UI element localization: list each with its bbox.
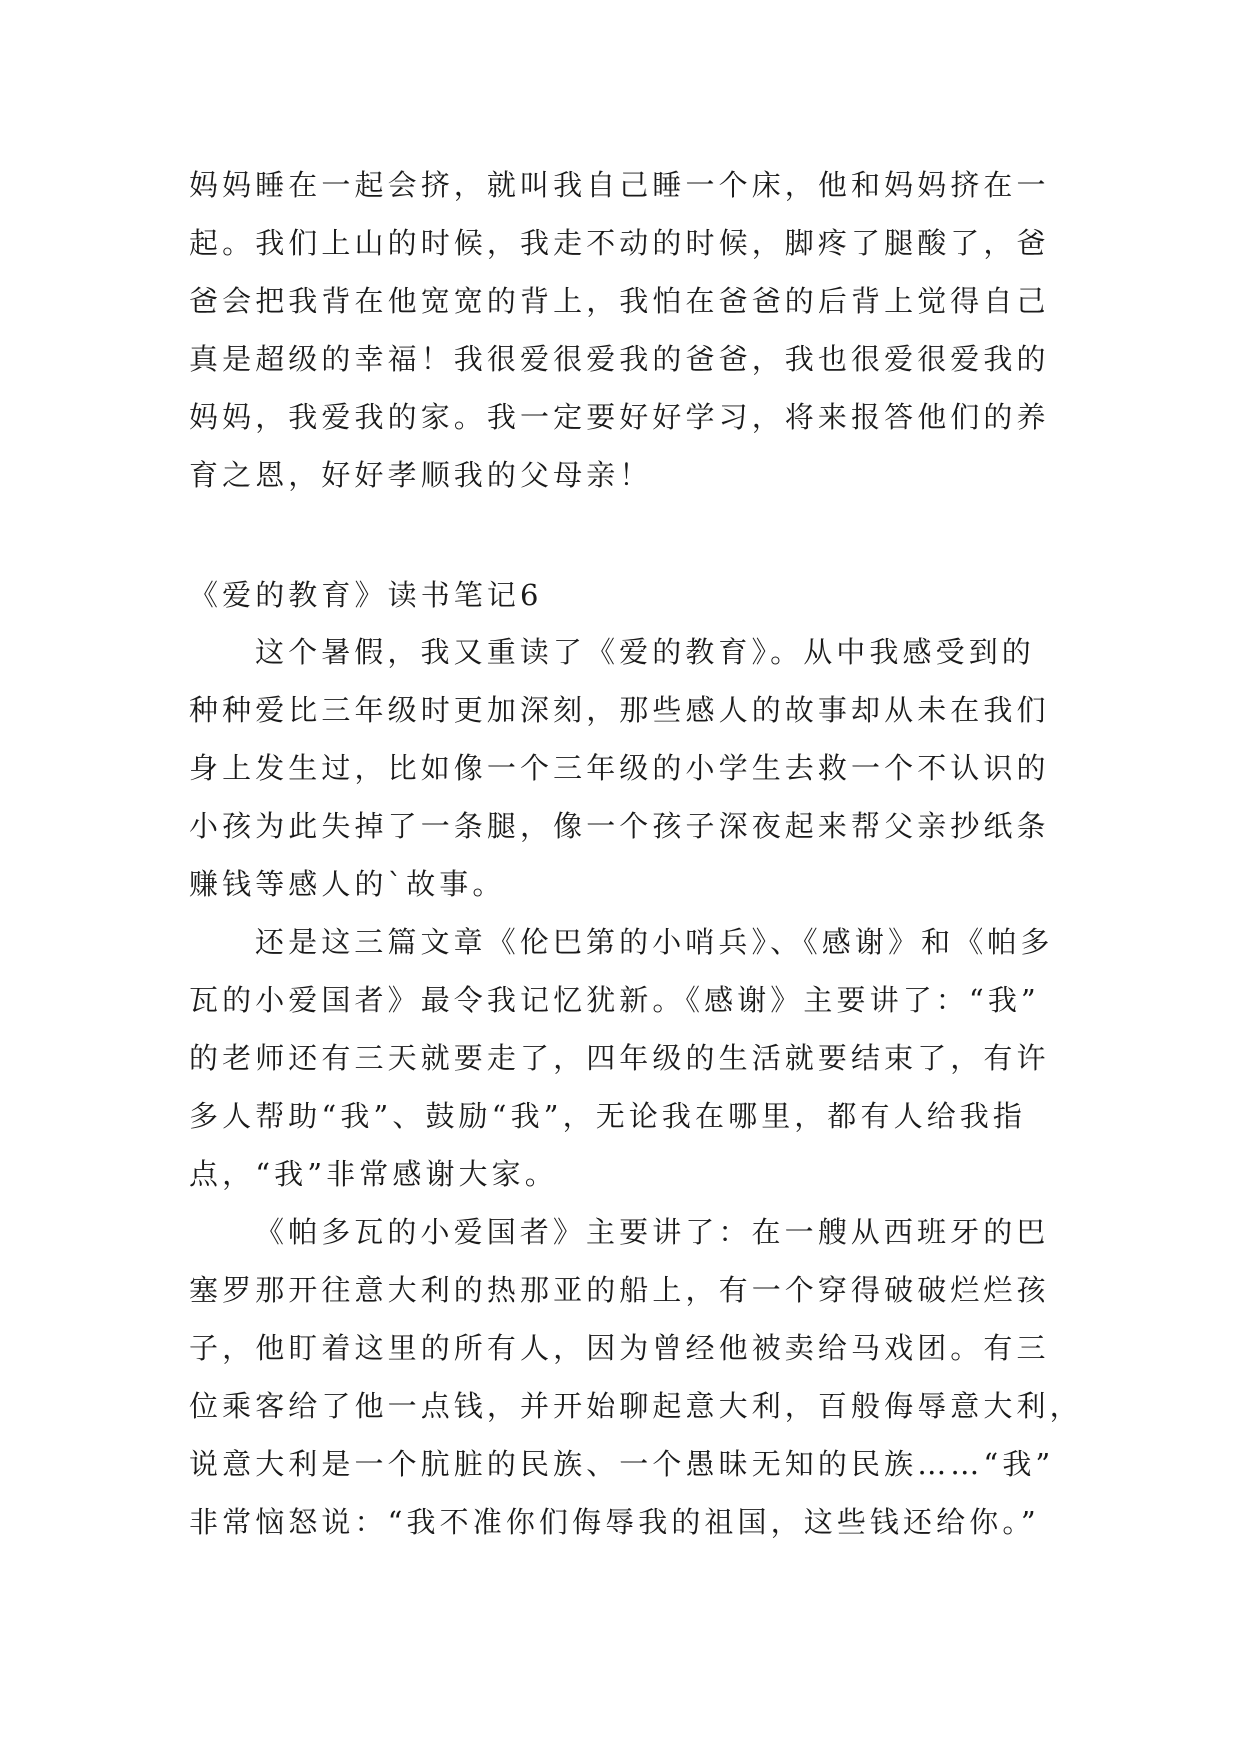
section-title: 《爱的教育》读书笔记6 [189,578,543,612]
text-line: 《帕多瓦的小爱国者》主要讲了：在一艘从西班牙的巴 [255,1215,1050,1249]
section-title-block [189,566,1059,624]
text-line: 小孩为此失掉了一条腿，像一个孩子深夜起来帮父亲抄纸条 [189,809,1050,843]
text-line: 妈妈睡在一起会挤，就叫我自己睡一个床，他和妈妈挤在一 [189,168,1050,202]
text-line: 位乘客给了他一点钱，并开始聊起意大利，百般侮辱意大利， [189,1389,1083,1423]
body-text [189,623,1083,1551]
text-line: 还是这三篇文章《伦巴第的小哨兵》、《感谢》和《帕多 [255,925,1054,959]
text-line: 多人帮助“我”、鼓励“我”，无论我在哪里，都有人给我指 [189,1099,1027,1133]
text-line: 身上发生过，比如像一个三年级的小学生去救一个不认识的 [189,751,1050,785]
continuation-paragraph [189,156,1059,504]
text-line: 瓦的小爱国者》最令我记忆犹新。《感谢》主要讲了：“我” [189,983,1040,1017]
text-line: 子，他盯着这里的所有人，因为曾经他被卖给马戏团。有三 [189,1331,1050,1365]
text-line: 这个暑假，我又重读了《爱的教育》。从中我感受到的 [255,635,1035,669]
text-line: 塞罗那开往意大利的热那亚的船上，有一个穿得破破烂烂孩 [189,1273,1050,1307]
text-line: 种种爱比三年级时更加深刻，那些感人的故事却从未在我们 [189,693,1050,727]
text-line: 的老师还有三天就要走了，四年级的生活就要结束了，有许 [189,1041,1050,1075]
text-line: 真是超级的幸福！我很爱很爱我的爸爸，我也很爱很爱我的 [189,342,1050,376]
text-line: 非常恼怒说：“我不准你们侮辱我的祖国，这些钱还给你。” [189,1505,1040,1539]
text-line: 说意大利是一个肮脏的民族、一个愚昧无知的民族……“我” [189,1447,1055,1481]
text-line: 起。我们上山的时候，我走不动的时候，脚疼了腿酸了，爸 [189,226,1050,260]
text-line: 爸会把我背在他宽宽的背上，我怕在爸爸的后背上觉得自己 [189,284,1050,318]
text-line: 赚钱等感人的`故事。 [189,867,506,901]
text-line: 育之恩，好好孝顺我的父母亲！ [189,458,653,492]
text-line: 妈妈，我爱我的家。我一定要好好学习，将来报答他们的养 [189,400,1050,434]
text-line: 点，“我”非常感谢大家。 [189,1157,558,1191]
